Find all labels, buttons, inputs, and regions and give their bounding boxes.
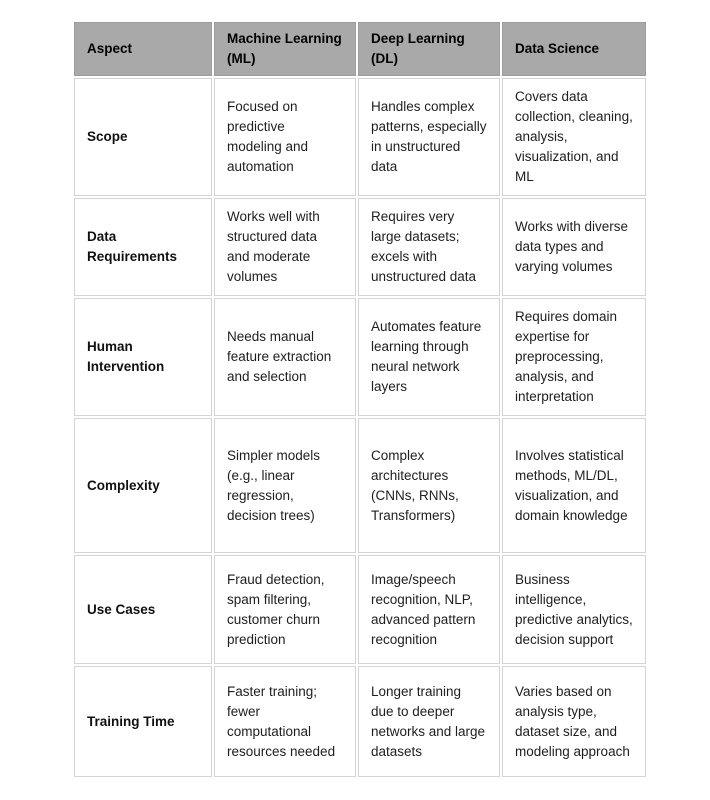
ml-cell: Fraud detection, spam filtering, customer churn prediction xyxy=(214,555,356,664)
ml-dl-ds-comparison-table xyxy=(72,20,648,779)
column-header-deep-learning: Deep Learning (DL) xyxy=(358,22,500,76)
dl-cell: Longer training due to deeper networks and large datasets xyxy=(358,666,500,777)
dl-cell: Image/speech recognition, NLP, advanced pattern recognition xyxy=(358,555,500,664)
ml-cell: Simpler models (e.g., linear regression, decision trees) xyxy=(214,418,356,553)
ds-cell: Requires domain expertise for preprocessing, analysis, and interpretation xyxy=(502,298,646,416)
dl-cell: Automates feature learning through neural network layers xyxy=(358,298,500,416)
comparison-table-wrapper xyxy=(72,20,648,779)
table-row-complexity xyxy=(74,418,646,553)
ml-cell: Faster training; fewer computational resources needed xyxy=(214,666,356,777)
column-header-aspect: Aspect xyxy=(74,22,212,76)
ml-cell: Works well with structured data and moderate volumes xyxy=(214,198,356,296)
aspect-cell: Training Time xyxy=(74,666,212,777)
table-row-data-requirements xyxy=(74,198,646,296)
ds-cell: Varies based on analysis type, dataset size, and modeling approach xyxy=(502,666,646,777)
table-row-training-time xyxy=(74,666,646,777)
ds-cell: Involves statistical methods, ML/DL, visualization, and domain knowledge xyxy=(502,418,646,553)
dl-cell: Requires very large datasets; excels with unstructured data xyxy=(358,198,500,296)
ml-cell: Focused on predictive modeling and automation xyxy=(214,78,356,196)
aspect-cell: Human Intervention xyxy=(74,298,212,416)
aspect-cell: Data Requirements xyxy=(74,198,212,296)
ml-cell: Needs manual feature extraction and selection xyxy=(214,298,356,416)
aspect-cell: Use Cases xyxy=(74,555,212,664)
column-header-machine-learning: Machine Learning (ML) xyxy=(214,22,356,76)
ds-cell: Covers data collection, cleaning, analysis, visualization, and ML xyxy=(502,78,646,196)
aspect-cell: Complexity xyxy=(74,418,212,553)
header-row xyxy=(74,22,646,76)
aspect-cell: Scope xyxy=(74,78,212,196)
table-row-scope xyxy=(74,78,646,196)
dl-cell: Complex architectures (CNNs, RNNs, Transformers) xyxy=(358,418,500,553)
table-row-human-intervention xyxy=(74,298,646,416)
ds-cell: Business intelligence, predictive analytics, decision support xyxy=(502,555,646,664)
dl-cell: Handles complex patterns, especially in unstructured data xyxy=(358,78,500,196)
column-header-data-science: Data Science xyxy=(502,22,646,76)
table-row-use-cases xyxy=(74,555,646,664)
ds-cell: Works with diverse data types and varying volumes xyxy=(502,198,646,296)
